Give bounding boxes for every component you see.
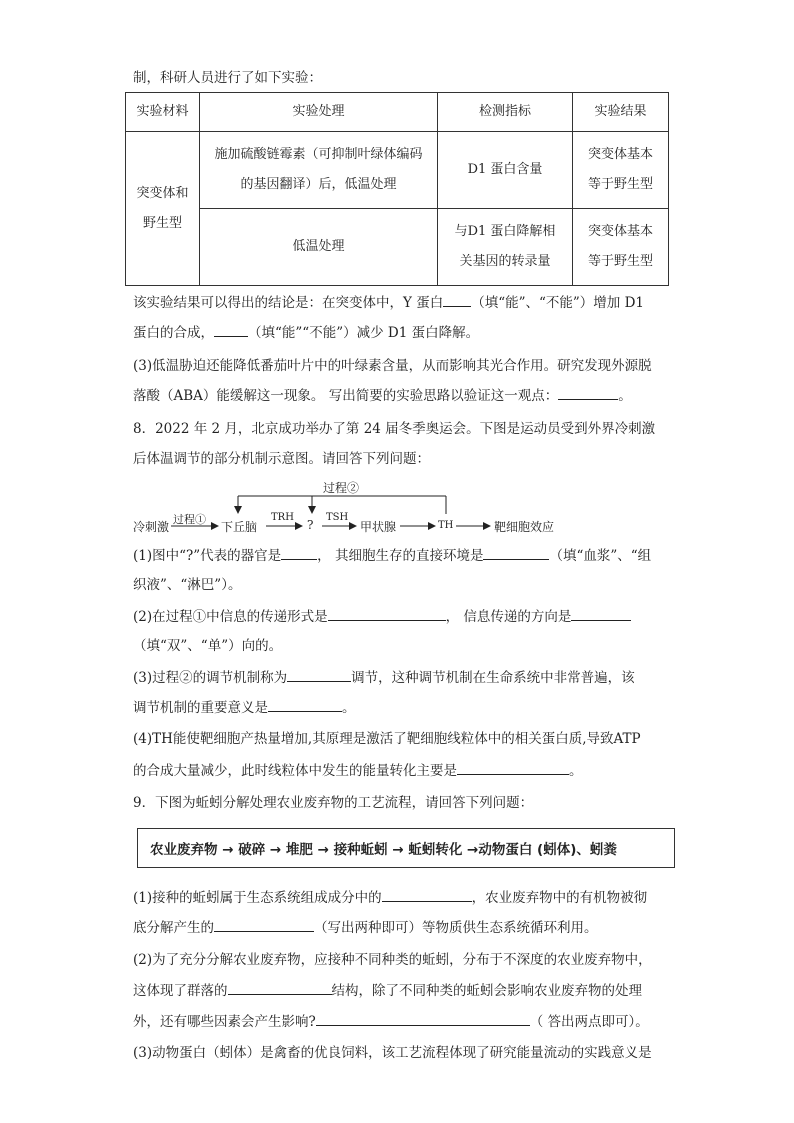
- q9-s1-line-1: [133, 887, 647, 908]
- q9-text: (1)接种的蚯蚓属于生态系统组成成分中的: [133, 890, 382, 906]
- q9-title: 9．下图为蚯蚓分解处理农业废弃物的工艺流程，请回答下列问题：: [133, 795, 534, 811]
- process1-label: 过程①: [173, 513, 206, 526]
- hypothalamus-label: 下丘脑: [221, 520, 258, 534]
- header-cell: 实验材料: [126, 93, 200, 132]
- q8-s4-line-1: (4)TH能使靶细胞产热量增加,其原理是激活了靶细胞线粒体中的相关蛋白质,导致ATP: [133, 731, 641, 747]
- target-cell-label: 靶细胞效应: [494, 520, 555, 534]
- result-line: 等于野生型: [587, 177, 653, 192]
- q8-text: 。: [569, 763, 583, 779]
- q9-text: （写出两种即可）等物质供生态系统循环利用。: [314, 920, 598, 936]
- process-flow-text: 农业废弃物 → 破碎 → 堆肥 → 接种蚯蚓 → 蚯蚓转化 →动物蛋白 (蚓体)、蚓粪: [150, 842, 617, 858]
- material-line: 野生型: [142, 215, 182, 231]
- thyroid-label: 甲状腺: [360, 520, 397, 534]
- material-line: 突变体和: [136, 185, 189, 201]
- q9-s2-line-2: [133, 980, 642, 1001]
- answer-blank[interactable]: [281, 545, 317, 560]
- answer-blank[interactable]: [316, 1011, 530, 1026]
- q8-text: ， 其细胞生存的直接环境是: [317, 548, 484, 564]
- q8-line-1: 8．2022 年 2 月，北京成功举办了第 24 届冬季奥运会。下图是运动员受到外界冷刺激: [133, 421, 656, 437]
- q8-text: ， 信息传递的方向是: [445, 609, 572, 625]
- q8-text: 的合成大量减少，此时线粒体中发生的能量转化主要是: [133, 763, 457, 779]
- answer-blank[interactable]: [287, 667, 351, 682]
- q8-text: (2)在过程①中信息的传递形式是: [133, 609, 328, 625]
- q3-text: 落酸（ABA）能缓解这一现象。 写出简要的实验思路以验证这一观点：: [133, 388, 559, 404]
- result-line: 等于野生型: [587, 254, 653, 269]
- unknown-organ-label: ?: [307, 518, 314, 532]
- answer-blank[interactable]: [328, 606, 446, 621]
- q9-text: 外，还有哪些因素会产生影响?: [133, 1014, 316, 1030]
- index-cell: D1 蛋白含量: [438, 132, 573, 209]
- th-label: TH: [438, 520, 454, 531]
- answer-blank[interactable]: [457, 760, 569, 775]
- header-cell: 实验处理: [200, 93, 438, 132]
- q9-text: ，农业废弃物中的有机物被彻: [471, 890, 648, 906]
- q8-s4-line-2: [133, 760, 583, 781]
- q8-line-2: 后体温调节的部分机制示意图。请回答下列问题：: [133, 451, 430, 467]
- q8-text: 调节，这种调节机制在生命系统中非常普遍，该: [351, 670, 635, 686]
- answer-blank[interactable]: [214, 917, 314, 932]
- q8-text: (1)图中“?”代表的器官是: [133, 548, 282, 564]
- q9-text: （ 答出两点即可）。: [529, 1014, 649, 1030]
- result-line: 突变体基本: [587, 224, 653, 239]
- conclusion-text: （填“能”、“不能”）增加 D1: [471, 295, 645, 311]
- q3-text: 。: [618, 388, 632, 404]
- header-cell: 实验结果: [573, 93, 669, 132]
- conclusion-text: （填“能”“不能”）减少 D1 蛋白降解。: [248, 325, 480, 341]
- result-line: 突变体基本: [587, 147, 653, 162]
- q8-text: 调节机制的重要意义是: [133, 700, 268, 716]
- q9-s3-line-1: (3)动物蛋白（蚓体）是禽畜的优良饲料，该工艺流程体现了研究能量流动的实践意义是: [133, 1045, 652, 1061]
- q8-s3-line-1: [133, 667, 635, 688]
- diagram-arrows: [0, 0, 794, 560]
- q8-s1-line-1: [133, 545, 651, 566]
- q8-text: （填“血浆”、“组: [549, 548, 652, 564]
- answer-blank[interactable]: [382, 887, 472, 902]
- answer-blank[interactable]: [268, 697, 342, 712]
- q8-s2-line-2: （填“双”、“单”）向的。: [133, 638, 283, 654]
- index-line: 关基因的转录量: [459, 254, 551, 269]
- q9-text: 底分解产生的: [133, 920, 214, 936]
- header-cell: 检测指标: [438, 93, 573, 132]
- tsh-label: TSH: [326, 512, 349, 523]
- q9-s2-line-3: [133, 1011, 649, 1032]
- q9-s1-line-2: [133, 917, 598, 938]
- q8-s2-line-1: [133, 606, 631, 627]
- answer-blank[interactable]: [228, 980, 332, 995]
- conclusion-text: 该实验结果可以得出的结论是：在突变体中，Y 蛋白: [133, 295, 444, 311]
- q8-text: (3)过程②的调节机制称为: [133, 670, 288, 686]
- process2-label: 过程②: [323, 481, 360, 495]
- treatment-line: 施加硫酸链霉素（可抑制叶绿体编码: [214, 147, 423, 162]
- conclusion-text: 蛋白的合成，: [133, 325, 214, 341]
- q8-text: 。: [342, 700, 356, 716]
- q9-text: 结构，除了不同种类的蚯蚓会影响农业废弃物的处理: [331, 983, 642, 999]
- cold-stimulus-label: 冷刺激: [133, 520, 170, 534]
- answer-blank[interactable]: [483, 545, 549, 560]
- treatment-line: 的基因翻译）后，低温处理: [240, 177, 397, 192]
- q9-text: 这体现了群落的: [133, 983, 228, 999]
- q9-s2-line-1: (2)为了充分分解农业废弃物，应接种不同种类的蚯蚓，分布于不深度的农业废弃物中，: [133, 952, 652, 968]
- treatment-cell: 低温处理: [200, 209, 438, 286]
- q8-s1-line-2: 织液”、“淋巴”）。: [133, 577, 242, 593]
- answer-blank[interactable]: [571, 606, 631, 621]
- trh-label: TRH: [271, 512, 294, 523]
- q8-s3-line-2: [133, 697, 356, 718]
- intro-text: 制，科研人员进行了如下实验：: [133, 70, 322, 86]
- q3-line-1: (3)低温胁迫还能降低番茄叶片中的叶绿素含量，从而影响其光合作用。研究发现外源脱: [133, 358, 652, 374]
- index-line: 与D1 蛋白降解相: [454, 224, 556, 239]
